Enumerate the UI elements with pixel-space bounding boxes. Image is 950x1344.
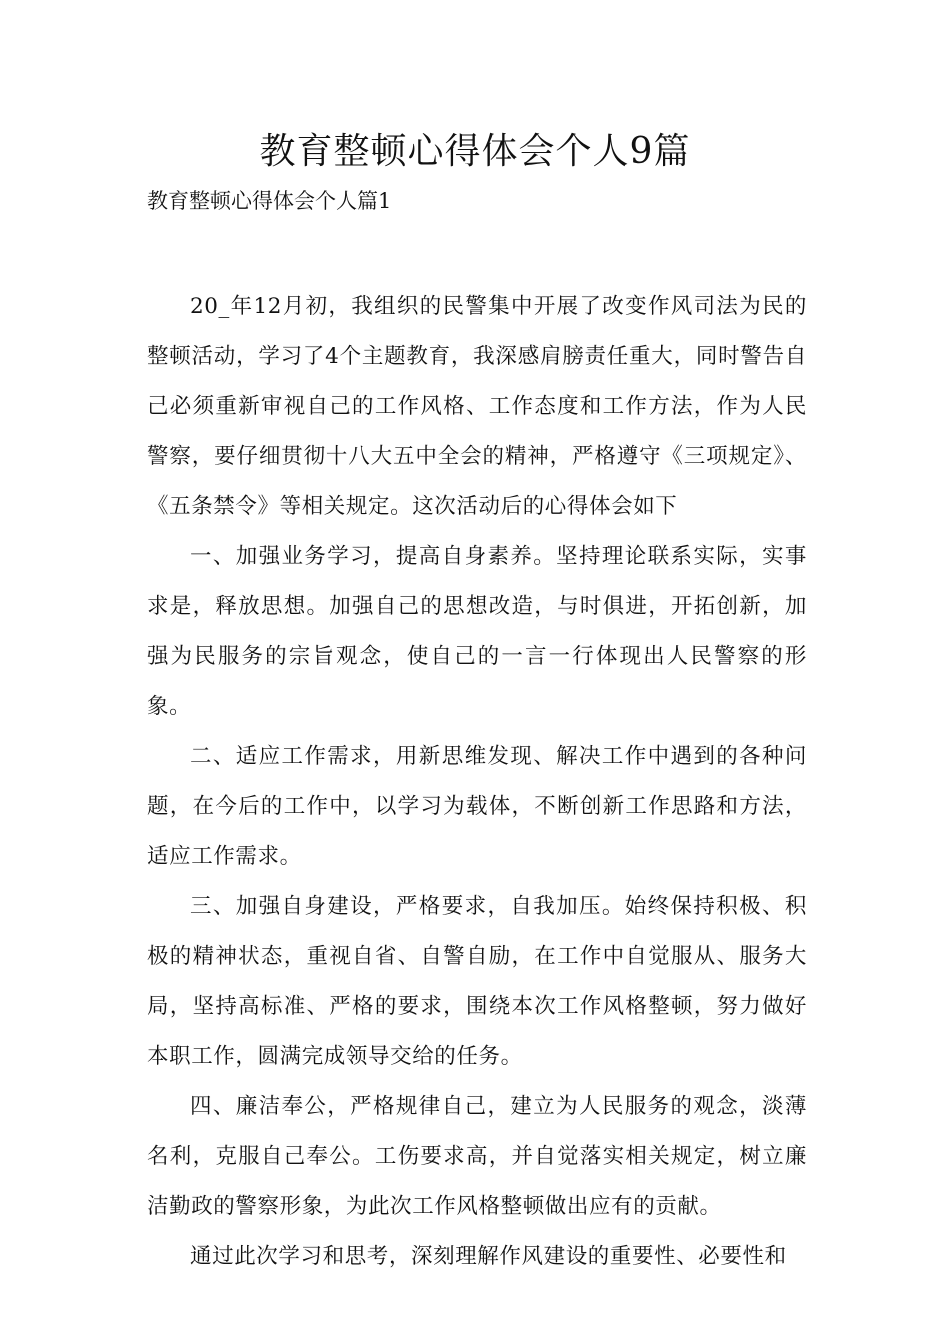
paragraph-point-4: 四、廉洁奉公，严格规律自己，建立为人民服务的观念，淡薄名利，克服自己奉公。工伤要求高，并自觉落实相关规定，树立廉洁勤政的警察形象，为此次工作风格整顿做出应有的贡献。 bbox=[147, 1094, 807, 1219]
paragraph-point-3: 三、加强自身建设，严格要求，自我加压。始终保持积极、积极的精神状态，重视自省、自警自励，在工作中自觉服从、服务大局，坚持高标准、严格的要求，围绕本次工作风格整顿，努力做好本职工作，圆满完成领导交给的任务。 bbox=[147, 894, 807, 1069]
paragraph-intro: 20_年12月初，我组织的民警集中开展了改变作风司法为民的整顿活动，学习了4个主题教育，我深感肩膀责任重大，同时警告自己必须重新审视自己的工作风格、工作态度和工作方法，作为人民警察，要仔细贯彻十八大五中全会的精神，严格遵守《三项规定》、《五条禁令》等相关规定。这次活动后的心得体会如下 bbox=[147, 294, 807, 519]
paragraph-point-1: 一、加强业务学习，提高自身素养。坚持理论联系实际，实事求是，释放思想。加强自己的思想改造，与时俱进，开拓创新，加强为民服务的宗旨观念，使自己的一言一行体现出人民警察的形象。 bbox=[147, 544, 807, 719]
document-body bbox=[147, 282, 807, 1282]
document-subtitle: 教育整顿心得体会个人篇1 bbox=[147, 189, 392, 213]
document-title: 教育整顿心得体会个人9篇 bbox=[259, 131, 691, 172]
paragraph-point-2: 二、适应工作需求，用新思维发现、解决工作中遇到的各种问题，在今后的工作中，以学习为载体，不断创新工作思路和方法，适应工作需求。 bbox=[147, 744, 807, 869]
paragraph-conclusion: 通过此次学习和思考，深刻理解作风建设的重要性、必要性和 bbox=[190, 1244, 787, 1269]
